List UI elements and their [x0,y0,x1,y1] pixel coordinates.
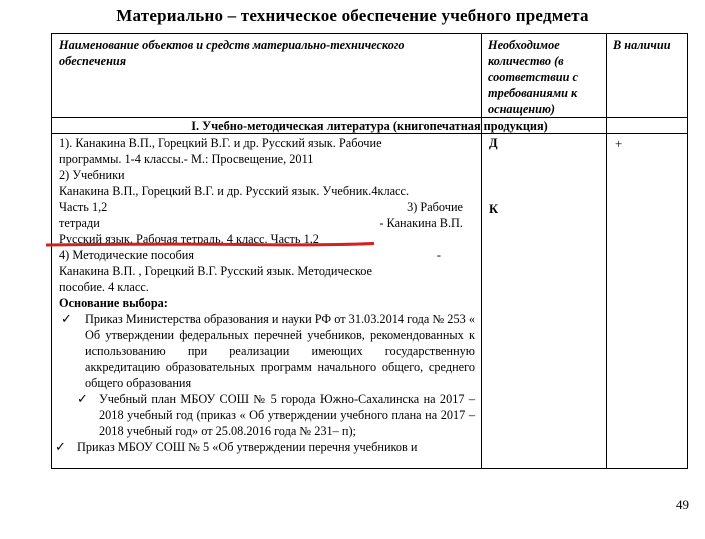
section-title: I. Учебно-методическая литература (книгопечатная продукция) [191,119,548,133]
basis-item: ✓ Приказ Министерства образования и науки РФ от 31.03.2014 года № 253 « Об утверждении федеральных перечней учебников, рекомендованных к использованию при реализации имеющих государственную аккредитацию образовательных программ начального общего, среднего общего образования [61,311,475,390]
header-required-quantity: Необходимое количество (в соответствии с требованиями к оснащению) [488,38,578,116]
content-line: Канакина В.П. , Горецкий В.Г. Русский язык. Методическое [59,264,372,278]
required-quantity-value: Д [489,136,498,150]
page-number: 49 [676,497,689,512]
content-line: программы. 1-4 классы.- М.: Просвещение, 2011 [59,152,314,166]
red-underline-mark [46,240,374,248]
content-line: тетради - Канакина В.П. [59,216,463,230]
equipment-table [51,33,688,469]
header-objects: Наименование объектов и средств материально-технического обеспечения [59,38,405,68]
checkmark-icon: ✓ [77,391,88,406]
basis-heading: Основание выбора: [59,296,168,310]
header-in-stock: В наличии [613,38,671,52]
content-line: 4) Методические пособия - [59,248,441,262]
required-quantity-value: К [489,202,499,216]
basis-item: ✓ Учебный план МБОУ СОШ № 5 города Южно-Сахалинска на 2017 – 2018 учебный год (приказ « Об утверждении учебного плана на 2017 – 2018 учебный год» от 25.08.2016 года № 231– п); [77,391,475,438]
basis-item: ✓ Приказ МБОУ СОШ № 5 «Об утверждении перечня учебников и [55,439,418,454]
column-divider-2 [606,34,607,468]
content-line: Часть 1,2 3) Рабочие [59,200,463,214]
checkmark-icon: ✓ [55,439,66,454]
section-divider [52,133,687,134]
checkmark-icon: ✓ [61,311,72,326]
header-divider [52,117,687,118]
literature-list [55,135,475,455]
content-line: 2) Учебники [59,168,125,182]
content-line: 1). Канакина В.П., Горецкий В.Г. и др. Русский язык. Рабочие [59,136,382,150]
content-line: Канакина В.П., Горецкий В.Г. и др. Русский язык. Учебник.4класс. [59,184,410,198]
column-divider-1 [481,34,482,468]
content-line: Русский язык. Рабочая тетрадь. 4 класс. Часть 1,2 [59,232,319,246]
slide-title: Материально – техническое обеспечение учебного предмета [116,6,589,25]
content-line: пособие. 4 класс. [59,280,149,294]
in-stock-value: + [615,136,623,151]
